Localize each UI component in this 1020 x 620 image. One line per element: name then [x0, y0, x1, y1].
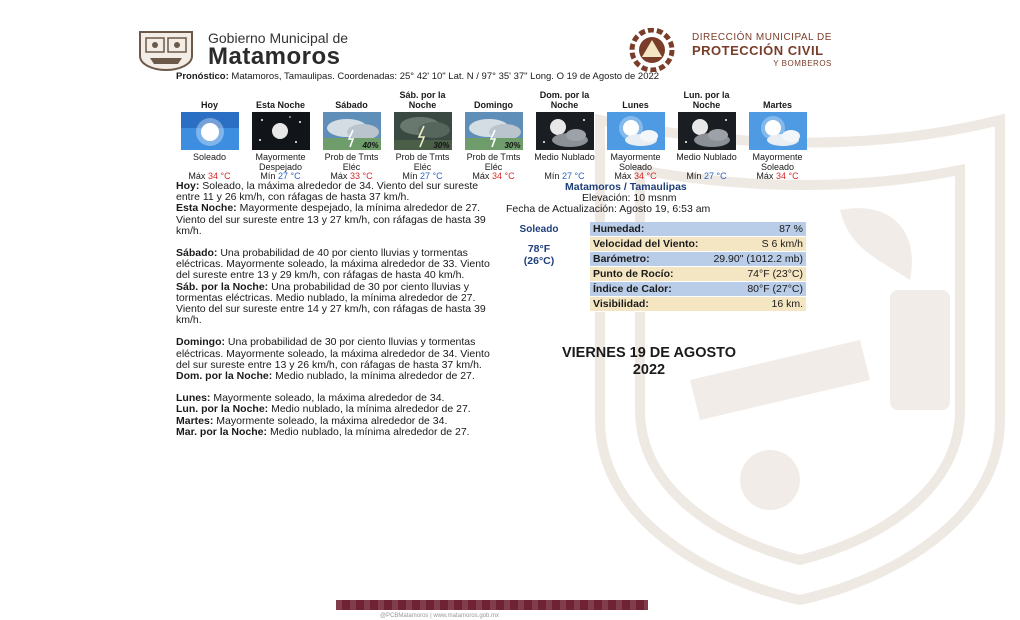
forecast-location-text: Matamoros, Tamaulipas. Coordenadas: 25° 42' 10" Lat. N / 97° 35' 37" Long. O 19 de Agosto de 2022: [228, 71, 660, 82]
forecast-day: [245, 90, 316, 182]
proteccion-civil-logo: [620, 28, 832, 72]
forecast-detail: [176, 203, 498, 237]
forecast-detail-label: Lunes:: [176, 392, 211, 405]
forecast-detail: [176, 371, 498, 382]
forecast-day-desc: Prob de Tmts Eléc: [324, 152, 379, 172]
moon-cloud-icon: [678, 112, 736, 150]
forecast-detail: [176, 181, 498, 203]
current-updated: Fecha de Actualización: Agosto 19, 6:53 am: [506, 203, 711, 215]
conditions-row: [590, 297, 806, 312]
forecast-strip: [174, 90, 814, 182]
forecast-day-desc: Mayormente Soleado: [610, 152, 661, 172]
sun-cloud-icon: [749, 112, 807, 150]
precip-chance: 40%: [362, 140, 379, 150]
current-location-title: Matamoros / Tamaulipas: [565, 181, 687, 193]
current-conditions-table: [590, 222, 806, 312]
forecast-day-desc: Soleado: [192, 152, 227, 162]
forecast-day-desc: Medio Nublado: [676, 152, 737, 162]
conditions-row: [590, 237, 806, 252]
temp-value: 27 °C: [277, 171, 301, 181]
temp-label: Mín: [544, 171, 560, 181]
forecast-detail-label: Mar. por la Noche:: [176, 425, 268, 438]
conditions-value: 80°F (27°C): [747, 283, 803, 295]
temp-label: Máx: [756, 171, 774, 181]
precip-chance: 30%: [433, 140, 450, 150]
forecast-day-name: Lun. por la Noche: [683, 90, 730, 110]
forecast-location-line: [176, 71, 659, 82]
gobierno-logo: [134, 28, 348, 72]
forecast-day: [174, 90, 245, 182]
forecast-detail-text: Mayormente soleado, la máxima alrededor de 34.: [210, 392, 445, 405]
pc-line-1: DIRECCIÓN MUNICIPAL DE: [692, 31, 832, 43]
forecast-day: [458, 90, 529, 182]
forecast-day-name: Hoy: [200, 99, 218, 110]
forecast-day-desc: Prob de Tmts Eléc: [466, 152, 521, 172]
forecast-detail-label: Sáb. por la Noche:: [176, 280, 269, 293]
forecast-detail-label: Martes:: [176, 414, 214, 427]
forecast-day-name: Lunes: [622, 99, 649, 110]
temp-label: Máx: [188, 171, 206, 181]
forecast-day: [600, 90, 671, 182]
storm-day-icon: [323, 112, 381, 150]
temp-value: 34 °C: [775, 171, 799, 181]
forecast-detail-text: Una probabilidad de 30 por ciento lluvias y tormentas eléctricas. Mayormente soleado, la máxima alrededor de 34. Viento del sur sureste entre 13 y 26 km/h, con ráfagas de hasta 37 km/h.: [176, 336, 490, 371]
temp-value: 27 °C: [561, 171, 585, 181]
footer-text: @PCBMatamoros | www.matamoros.gob.mx: [380, 613, 500, 619]
temp-label: Mín: [402, 171, 418, 181]
conditions-row: [590, 282, 806, 297]
forecast-detail: [176, 248, 498, 282]
forecast-detail-text: Soleado, la máxima alrededor de 34. Viento del sur sureste entre 11 y 26 km/h, con ráfagas de hasta 37 km/h.: [176, 180, 479, 204]
forecast-day-name: Sáb. por la Noche: [399, 90, 446, 110]
forecast-detail-text: Medio nublado, la mínima alrededor de 27.: [267, 425, 470, 438]
conditions-row: [590, 252, 806, 267]
conditions-value: 74°F (23°C): [747, 268, 803, 280]
temp-label: Máx: [330, 171, 348, 181]
forecast-detail-label: Sábado:: [176, 247, 218, 260]
moon-clear-icon: [252, 112, 310, 150]
current-elevation: Elevación: 10 msnm: [582, 192, 677, 204]
forecast-detail-text: Medio nublado, la mínima alrededor de 27.: [272, 370, 475, 383]
conditions-value: 29.90" (1012.2 mb): [713, 253, 803, 265]
conditions-label: Humedad:: [593, 222, 645, 235]
forecast-detail: [176, 427, 498, 438]
forecast-day: [316, 90, 387, 182]
pc-line-2: PROTECCIÓN CIVIL: [692, 42, 824, 58]
temp-value: 33 °C: [349, 171, 373, 181]
forecast-detail-text: Medio nublado, la mínima alrededor de 27.: [268, 403, 471, 416]
forecast-day: [529, 90, 600, 182]
forecast-day-desc: Medio Nublado: [534, 152, 595, 162]
temp-label: Máx: [472, 171, 490, 181]
forecast-day-desc: Mayormente Despejado: [255, 152, 306, 172]
current-temp-c: (26°C): [523, 255, 555, 267]
civil-protection-emblem-icon: [620, 28, 684, 72]
pc-line-3: Y BOMBEROS: [773, 58, 832, 68]
forecast-day-name: Domingo: [474, 99, 513, 110]
forecast-day-name: Sábado: [335, 99, 368, 110]
current-condition: Soleado: [519, 224, 559, 235]
precip-chance: 30%: [504, 140, 521, 150]
forecast-day-name: Esta Noche: [255, 99, 306, 110]
temp-label: Máx: [614, 171, 632, 181]
forecast-day: [671, 90, 742, 182]
temp-label: Mín: [260, 171, 276, 181]
temp-value: 34 °C: [491, 171, 515, 181]
detailed-forecast: [176, 181, 498, 438]
forecast-day-desc: Mayormente Soleado: [752, 152, 803, 172]
footer-band: [336, 600, 648, 610]
forecast-day-name: Martes: [762, 99, 792, 110]
storm-day-icon: [465, 112, 523, 150]
conditions-row: [590, 222, 806, 237]
temp-value: 34 °C: [207, 171, 231, 181]
sun-day-icon: [181, 112, 239, 150]
forecast-detail-text: Mayormente despejado, la mínima alrededor de 27. Viento del sur sureste entre 13 y 27 km/h, con ráfagas de hasta 39 km/h.: [176, 202, 486, 237]
conditions-label: Barómetro:: [593, 252, 650, 265]
coat-of-arms-icon: [134, 28, 198, 72]
conditions-label: Punto de Rocío:: [593, 267, 674, 280]
forecast-day: [742, 90, 813, 182]
forecast-day-temp: [742, 172, 813, 182]
gov-line-2: Matamoros: [208, 43, 341, 70]
forecast-day: [387, 90, 458, 182]
temp-value: 27 °C: [419, 171, 443, 181]
conditions-value: 87 %: [779, 223, 803, 235]
forecast-detail-text: Una probabilidad de 30 por ciento lluvias y tormentas eléctricas. Medio nublado, la mínima alrededor de 27. Viento del sur sureste entre 14 y 27 km/h, con ráfagas de hasta 39 km/h.: [176, 280, 486, 327]
temp-value: 34 °C: [633, 171, 657, 181]
forecast-detail: [176, 282, 498, 327]
forecast-detail-text: Mayormente soleado, la máxima alrededor de 34.: [213, 414, 448, 427]
conditions-value: S 6 km/h: [761, 238, 803, 250]
sun-cloud-icon: [607, 112, 665, 150]
current-temp-f: 78°F: [527, 243, 551, 255]
forecast-detail-label: Esta Noche:: [176, 202, 237, 215]
forecast-detail: [176, 337, 498, 371]
forecast-day-desc: Prob de Tmts Eléc: [395, 152, 450, 172]
conditions-value: 16 km.: [771, 298, 803, 310]
conditions-label: Visibilidad:: [593, 297, 649, 310]
forecast-detail-label: Dom. por la Noche:: [176, 370, 273, 383]
moon-cloud-icon: [536, 112, 594, 150]
report-date-heading: VIERNES 19 DE AGOSTO 2022: [561, 345, 737, 378]
forecast-label: Pronóstico:: [176, 71, 229, 82]
forecast-detail-label: Hoy:: [176, 180, 200, 192]
temp-label: Mín: [686, 171, 702, 181]
forecast-day-name: Dom. por la Noche: [539, 90, 590, 110]
conditions-row: [590, 267, 806, 282]
conditions-label: Velocidad del Viento:: [593, 237, 699, 250]
forecast-detail-text: Una probabilidad de 40 por ciento lluvias y tormentas eléctricas. Mayormente soleado, la máxima alrededor de 33. Viento del sureste entre 13 y 29 km/h, con ráfagas de hasta 40 km/h.: [176, 247, 490, 282]
forecast-detail-label: Lun. por la Noche:: [176, 403, 269, 416]
conditions-label: Índice de Calor:: [593, 282, 672, 295]
forecast-detail-label: Domingo:: [176, 336, 225, 349]
storm-night-icon: [394, 112, 452, 150]
temp-value: 27 °C: [703, 171, 727, 181]
gov-line-1: Gobierno Municipal de: [208, 30, 349, 46]
